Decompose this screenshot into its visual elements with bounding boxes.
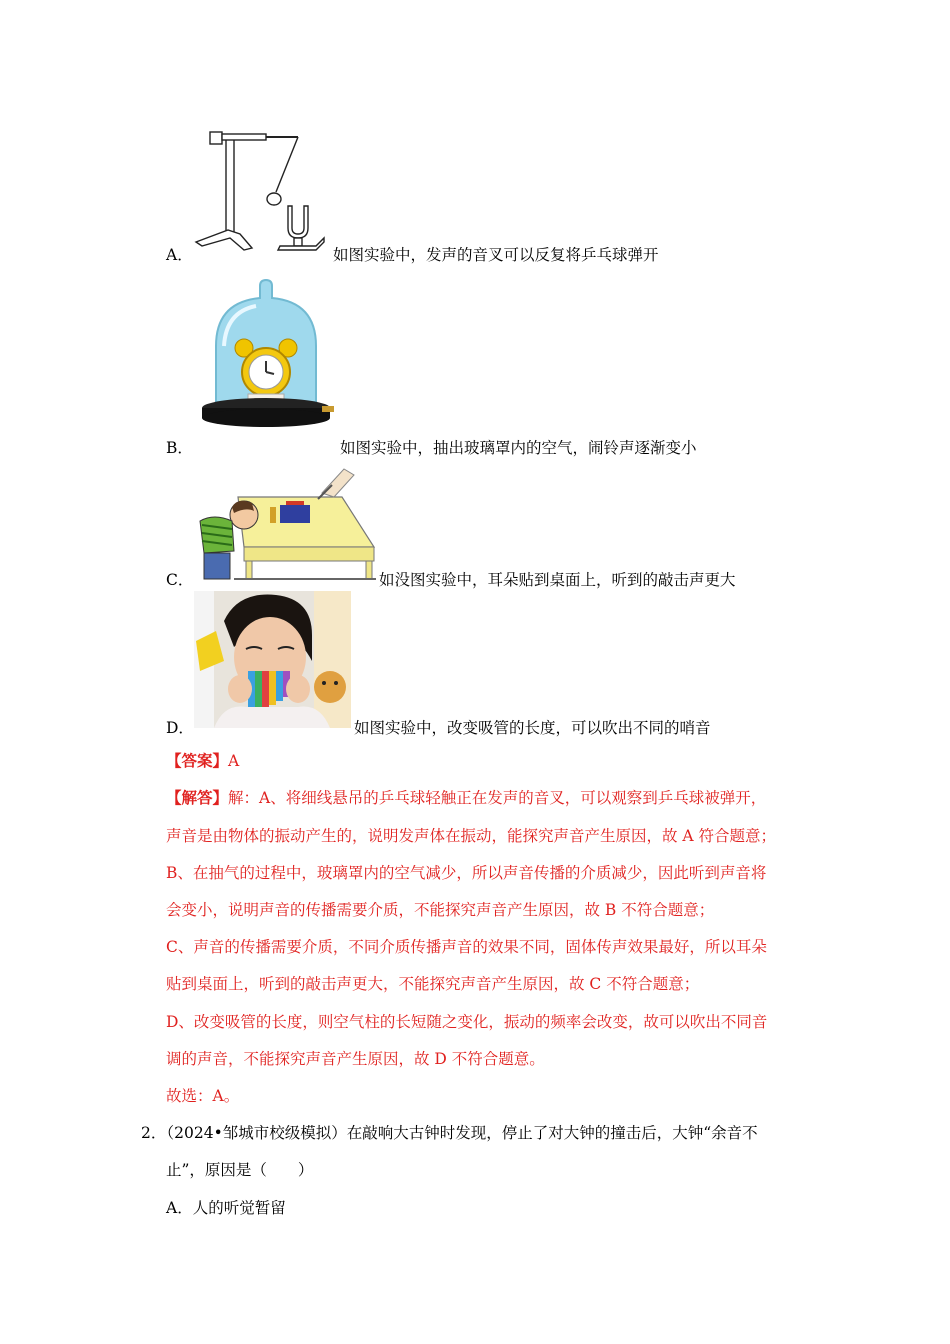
option-a-letter: A．	[166, 246, 193, 264]
option-b-text: 如图实验中，抽出玻璃罩内的空气，闹铃声逐渐变小	[340, 439, 697, 457]
explanation-line-6: 贴到桌面上，听到的敲击声更大，不能探究声音产生原因，故 C 不符合题意；	[166, 975, 700, 993]
question-2-number: 2．	[141, 1124, 167, 1142]
explanation-label: 【解答】	[166, 788, 229, 807]
bell-jar-alarm-clock-image	[196, 276, 336, 434]
question-2-option-a[interactable]: A．人的听觉暂留	[166, 1199, 286, 1217]
explanation-line-8: 调的声音，不能探究声音产生原因，故 D 不符合题意。	[166, 1050, 545, 1068]
explanation-conclusion: 故选：A。	[166, 1087, 240, 1105]
option-b-letter: B．	[166, 439, 193, 457]
explanation-line-7: D、改变吸管的长度，则空气柱的长短随之变化，振动的频率会改变，故可以吹出不同音	[166, 1013, 768, 1031]
option-c-letter: C．	[166, 571, 194, 589]
question-2-stem: （2024•邹城市校级模拟）在敲响大古钟时发现，停止了对大钟的撞击后，大钟“余音不	[166, 1124, 758, 1142]
option-d-letter: D．	[166, 719, 194, 737]
option-a-text: 如图实验中，发声的音叉可以反复将乒乓球弹开	[333, 246, 659, 264]
explanation-line-2: 声音是由物体的振动产生的，说明发声体在振动，能探究声音产生原因，故 A 符合题意；	[166, 827, 777, 845]
question-2-line-2: 止”，原因是（ ）	[166, 1161, 314, 1179]
explanation-line-3: B、在抽气的过程中，玻璃罩内的空气减少，所以声音传播的介质减少，因此听到声音将	[166, 864, 767, 882]
explanation-line-5: C、声音的传播需要介质，不同介质传播声音的效果不同，固体传声效果最好，所以耳朵	[166, 938, 767, 956]
answer-label: 【答案】	[166, 751, 229, 770]
tuning-fork-pendulum-image	[192, 124, 332, 254]
option-c-text: 如没图实验中，耳朵贴到桌面上，听到的敲击声更大	[379, 571, 736, 589]
explanation-line-4: 会变小，说明声音的传播需要介质，不能探究声音产生原因，故 B 不符合题意；	[166, 901, 715, 919]
explanation-text-1: 解：A、将细线悬吊的乒乓球轻触正在发声的音叉，可以观察到乒乓球被弹开，	[228, 789, 767, 807]
question-2-line-1	[141, 1121, 758, 1143]
answer-value: A	[228, 752, 240, 770]
straw-panpipe-image	[194, 591, 351, 728]
ear-on-table-image	[194, 463, 376, 581]
option-d-text: 如图实验中，改变吸管的长度，可以吹出不同的哨音	[354, 719, 711, 737]
answer-line	[166, 749, 239, 771]
explanation-line-1	[166, 786, 766, 808]
